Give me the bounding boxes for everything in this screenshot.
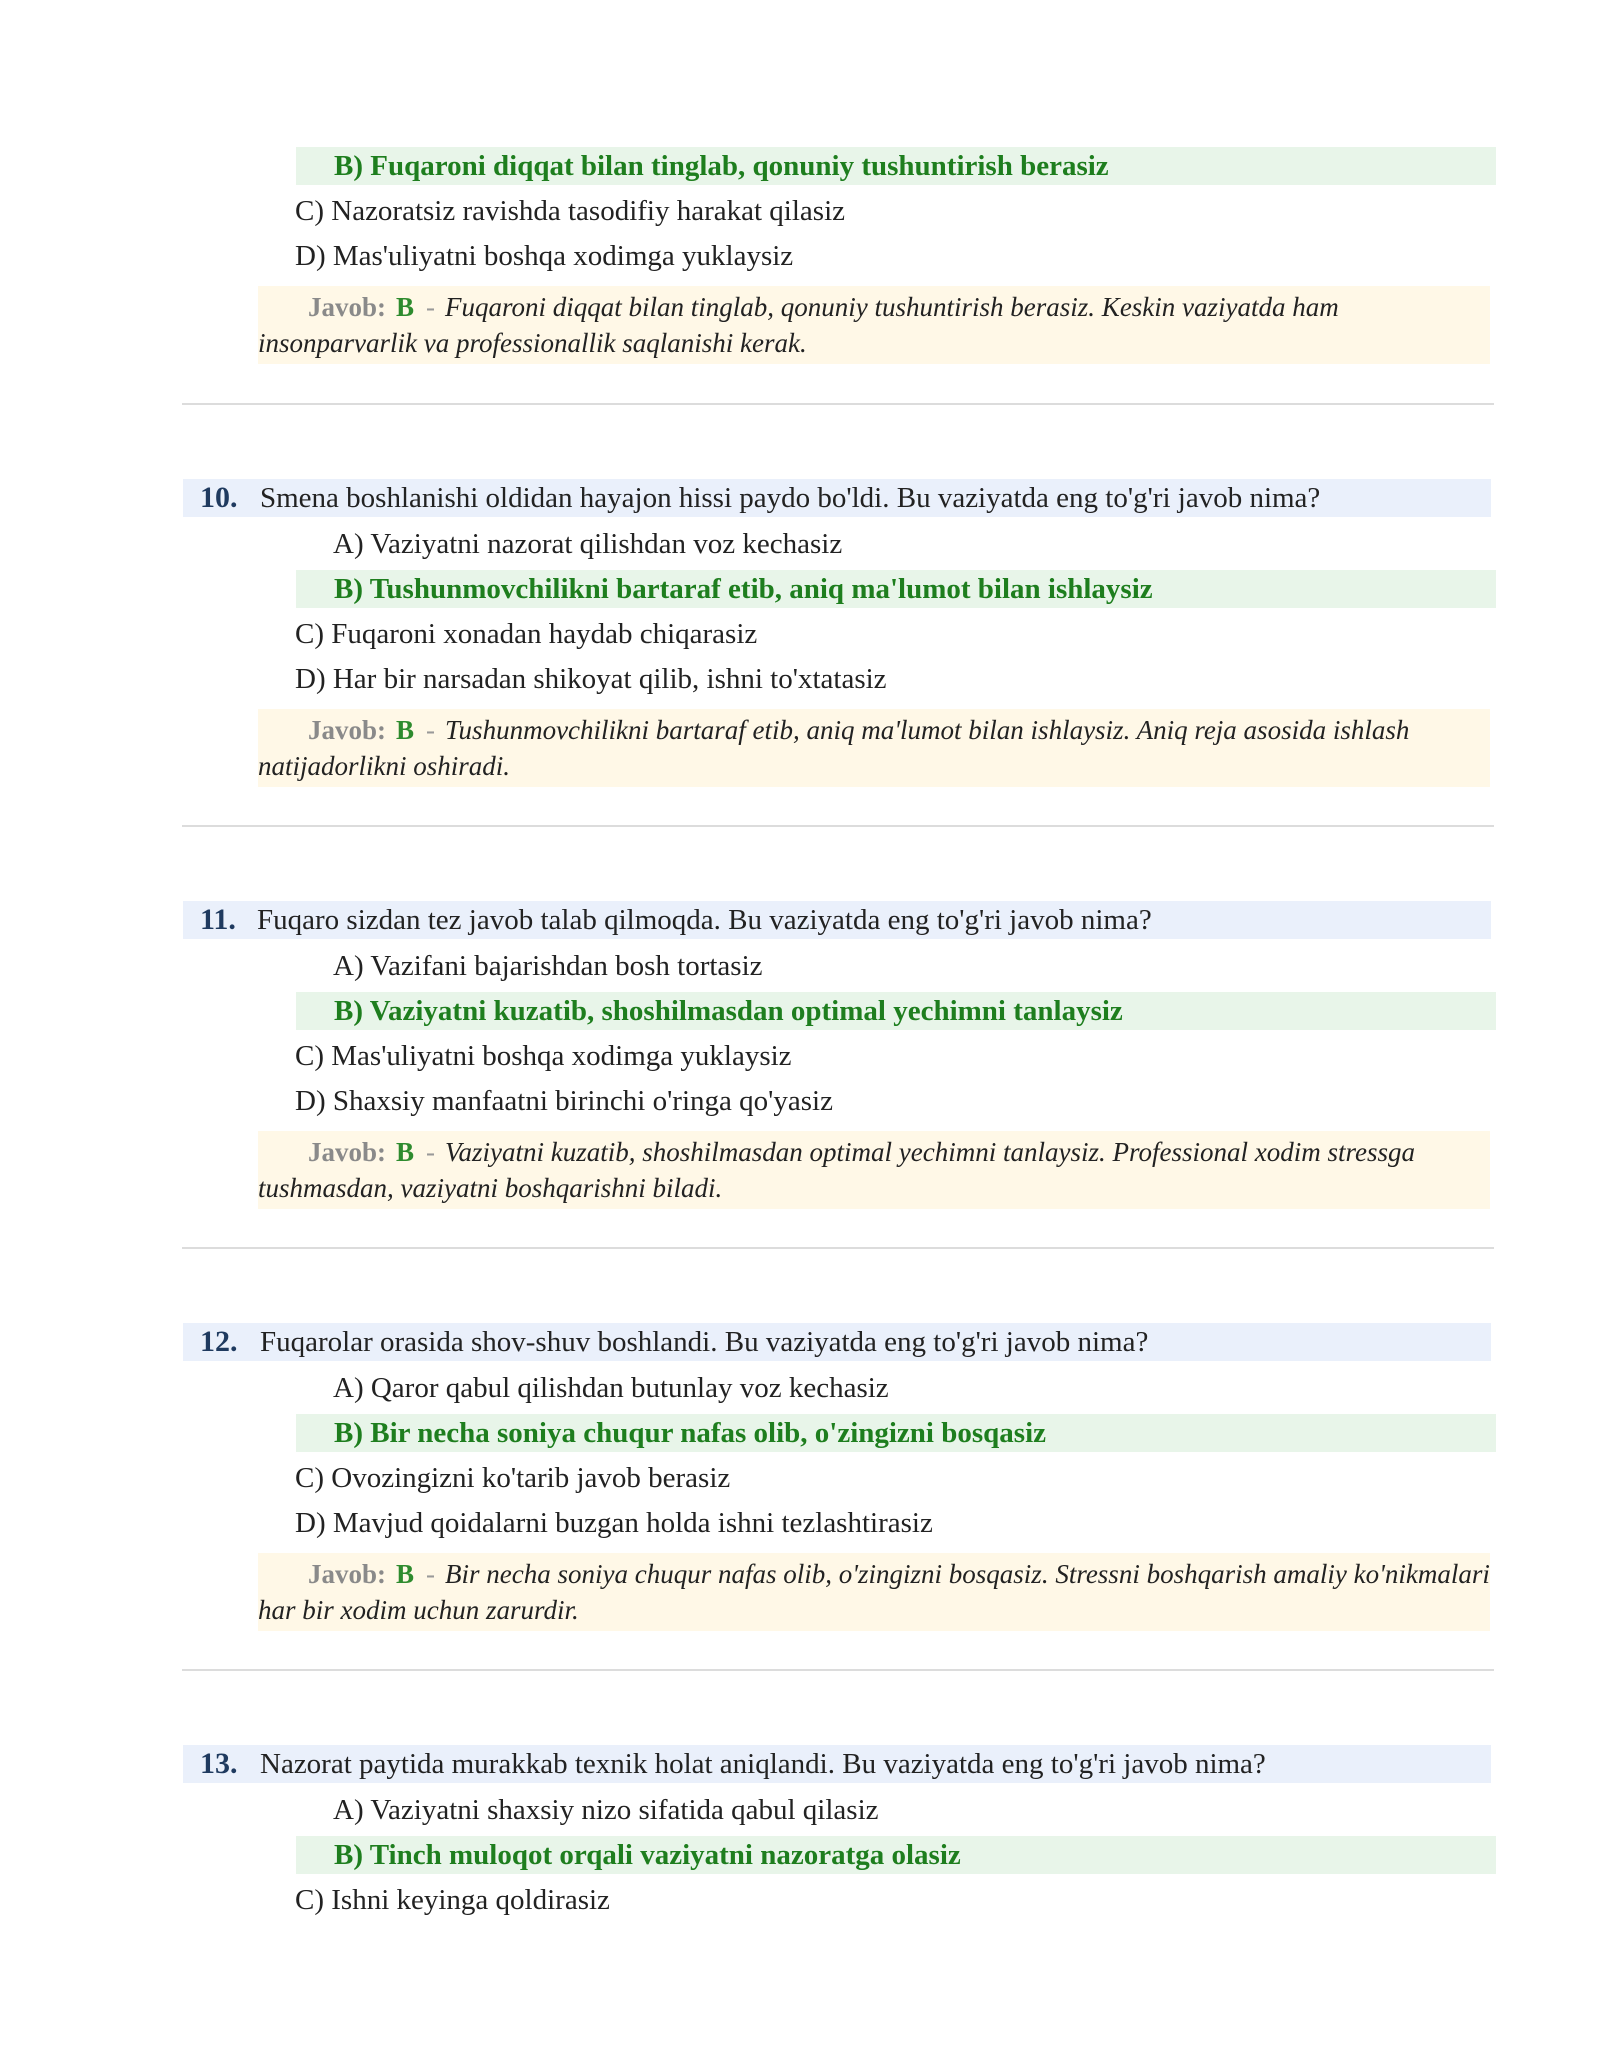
answer-explanation [258, 709, 1490, 787]
question-text: Fuqarolar orasida shov-shuv boshlandi. Bu vaziyatda eng to'g'ri javob nima? [260, 1326, 1149, 1358]
answer-dash: - [426, 1137, 436, 1167]
answer-letter: B [396, 1559, 415, 1589]
option-b-correct: B) Tushunmovchilikni bartaraf etib, aniq ma'lumot bilan ishlaysiz [296, 570, 1496, 608]
answer-explanation [258, 1131, 1490, 1209]
question-text: Fuqaro sizdan tez javob talab qilmoqda. Bu vaziyatda eng to'g'ri javob nima? [257, 904, 1152, 936]
answer-label: Javob: [308, 715, 387, 745]
option-d: D) Mavjud qoidalarni buzgan holda ishni tezlashtirasiz [295, 1507, 933, 1539]
option-a: A) Vaziyatni shaxsiy nizo sifatida qabul qilasiz [333, 1794, 879, 1826]
answer-letter: B [396, 715, 415, 745]
question-number: 12. [200, 1325, 238, 1358]
answer-letter: B [396, 292, 415, 322]
option-a: A) Vazifani bajarishdan bosh tortasiz [333, 950, 763, 982]
question-header [183, 1323, 1491, 1361]
option-c: C) Ovozingizni ko'tarib javob berasiz [295, 1462, 731, 1494]
answer-text: Vaziyatni kuzatib, shoshilmasdan optimal yechimni tanlaysiz. Professional xodim stressga tushmasdan, vaziyatni boshqarishni biladi. [258, 1137, 1416, 1203]
question-text: Smena boshlanishi oldidan hayajon hissi paydo bo'ldi. Bu vaziyatda eng to'g'ri javob nima? [260, 482, 1321, 514]
answer-label: Javob: [308, 1137, 387, 1167]
option-a: A) Vaziyatni nazorat qilishdan voz kechasiz [333, 528, 843, 560]
divider [182, 1669, 1494, 1671]
divider [182, 1247, 1494, 1249]
option-d: D) Har bir narsadan shikoyat qilib, ishni to'xtatasiz [295, 663, 887, 695]
option-a: A) Qaror qabul qilishdan butunlay voz kechasiz [333, 1372, 889, 1404]
answer-dash: - [426, 292, 436, 322]
question-header [183, 1745, 1491, 1783]
question-number: 11. [200, 903, 236, 936]
option-d: D) Mas'uliyatni boshqa xodimga yuklaysiz [295, 240, 794, 272]
option-c: C) Mas'uliyatni boshqa xodimga yuklaysiz [295, 1040, 792, 1072]
answer-text: Bir necha soniya chuqur nafas olib, o'zingizni bosqasiz. Stressni boshqarish amaliy ko'nikmalari har bir xodim uchun zarurdir. [258, 1559, 1490, 1625]
answer-dash: - [426, 715, 436, 745]
answer-dash: - [426, 1559, 436, 1589]
question-header [183, 901, 1491, 939]
option-d: D) Shaxsiy manfaatni birinchi o'ringa qo'yasiz [295, 1085, 833, 1117]
option-c: C) Nazoratsiz ravishda tasodifiy harakat qilasiz [295, 195, 845, 227]
question-number: 10. [200, 481, 238, 514]
option-b-correct: B) Tinch muloqot orqali vaziyatni nazoratga olasiz [296, 1836, 1496, 1874]
answer-label: Javob: [308, 292, 387, 322]
answer-explanation [258, 286, 1490, 364]
option-c: C) Ishni keyinga qoldirasiz [295, 1884, 610, 1916]
option-c: C) Fuqaroni xonadan haydab chiqarasiz [295, 618, 758, 650]
question-header [183, 479, 1491, 517]
answer-label: Javob: [308, 1559, 387, 1589]
option-b-correct: B) Bir necha soniya chuqur nafas olib, o'zingizni bosqasiz [296, 1414, 1496, 1452]
option-b-correct: B) Fuqaroni diqqat bilan tinglab, qonuniy tushuntirish berasiz [296, 147, 1496, 185]
answer-explanation [258, 1553, 1490, 1631]
question-text: Nazorat paytida murakkab texnik holat aniqlandi. Bu vaziyatda eng to'g'ri javob nima? [260, 1748, 1266, 1780]
option-b-correct: B) Vaziyatni kuzatib, shoshilmasdan optimal yechimni tanlaysiz [296, 992, 1496, 1030]
answer-text: Fuqaroni diqqat bilan tinglab, qonuniy tushuntirish berasiz. Keskin vaziyatda ham insonparvarlik va professionallik saqlanishi kerak. [258, 292, 1339, 358]
answer-letter: B [396, 1137, 415, 1167]
answer-text: Tushunmovchilikni bartaraf etib, aniq ma'lumot bilan ishlaysiz. Aniq reja asosida ishlash natijadorlikni oshiradi. [258, 715, 1410, 781]
divider [182, 403, 1494, 405]
question-number: 13. [200, 1747, 238, 1780]
divider [182, 825, 1494, 827]
